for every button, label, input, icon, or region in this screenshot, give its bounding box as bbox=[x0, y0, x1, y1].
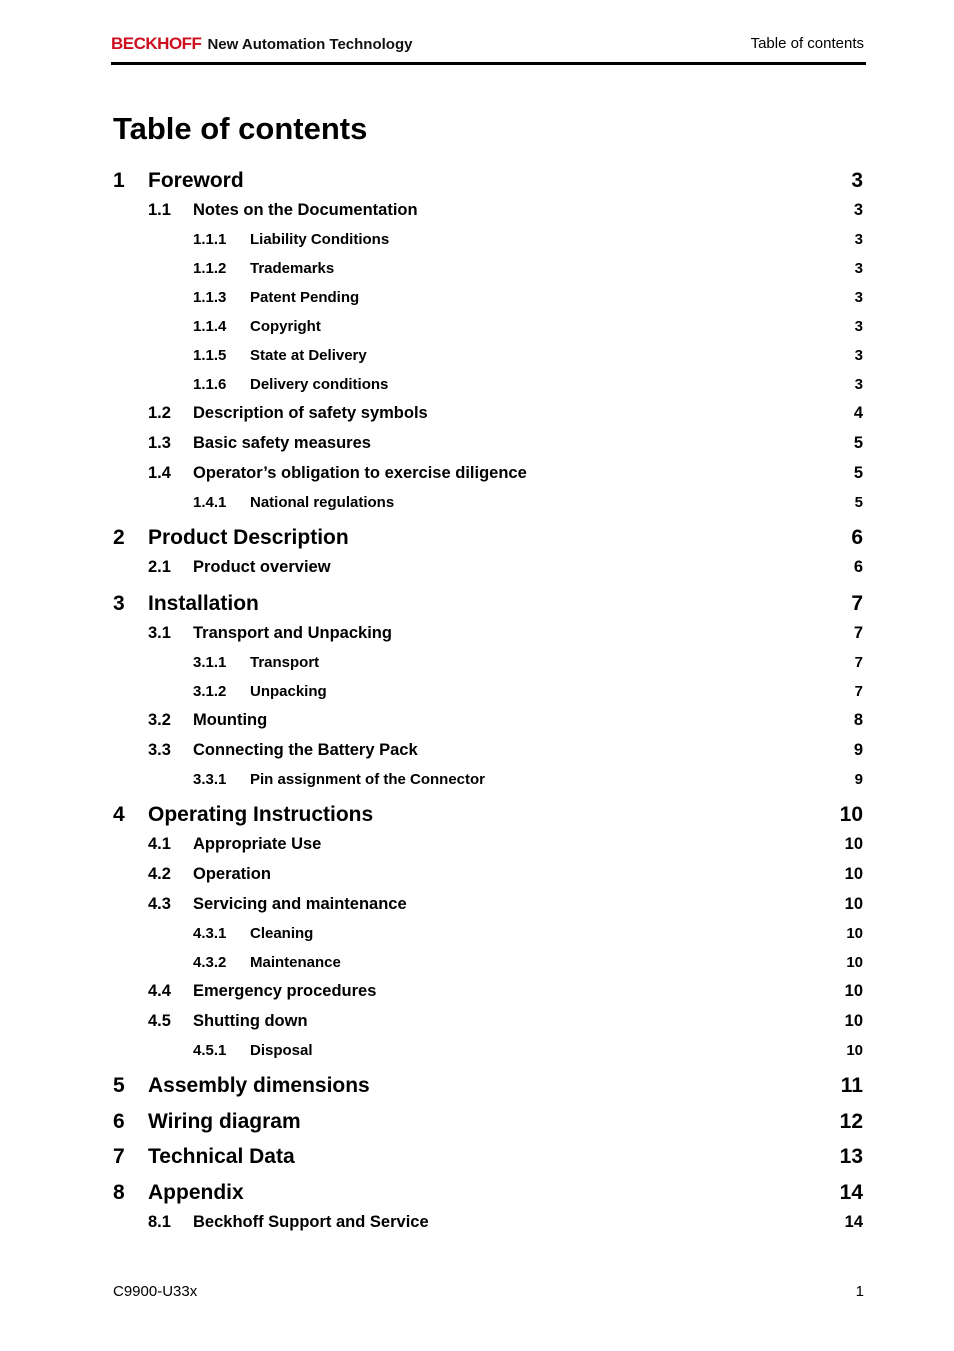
toc-entry-level-2[interactable] bbox=[113, 404, 863, 426]
toc-entry-title: Appendix bbox=[148, 1180, 244, 1204]
toc-entry-title: Copyright bbox=[250, 317, 321, 335]
toc-entry-number: 1.1.1 bbox=[193, 230, 227, 248]
toc-entry-page: 8 bbox=[853, 711, 863, 729]
page-header bbox=[111, 30, 866, 64]
toc-entry-number: 1.1.3 bbox=[193, 288, 227, 306]
toc-entry-number: 4.5.1 bbox=[193, 1041, 227, 1059]
toc-entry-level-2[interactable] bbox=[113, 464, 863, 486]
toc-entry-title: Trademarks bbox=[250, 259, 335, 277]
toc-entry-number: 2 bbox=[113, 526, 125, 549]
toc-entry-title: Shutting down bbox=[193, 1012, 308, 1030]
toc-entry-level-2[interactable] bbox=[113, 434, 863, 456]
toc-entry-number: 2.1 bbox=[148, 558, 171, 576]
toc-entry-number: 5 bbox=[113, 1074, 125, 1097]
toc-entry-number: 4.1 bbox=[148, 835, 171, 853]
toc-entry-page: 9 bbox=[853, 741, 863, 759]
toc-entry-level-1[interactable] bbox=[113, 1181, 863, 1207]
toc-entry-level-1[interactable] bbox=[113, 169, 863, 195]
footer-page-number: 1 bbox=[855, 1283, 864, 1300]
toc-entry-number: 1.4.1 bbox=[193, 493, 227, 511]
toc-entry-page: 7 bbox=[854, 682, 863, 700]
toc-entry-title: Operating Instructions bbox=[148, 803, 374, 826]
toc-entry-level-3[interactable] bbox=[113, 925, 863, 945]
toc-entry-number: 4.2 bbox=[148, 865, 171, 883]
toc-entry-title: Servicing and maintenance bbox=[193, 895, 407, 913]
header-divider bbox=[111, 62, 866, 65]
toc-entry-title: Beckhoff Support and Service bbox=[193, 1212, 429, 1231]
toc-entry-number: 1.2 bbox=[148, 404, 171, 422]
toc-entry-title: Connecting the Battery Pack bbox=[193, 741, 418, 759]
toc-entry-title: Basic safety measures bbox=[193, 434, 371, 452]
brand-logo bbox=[111, 34, 412, 54]
toc-entry-number: 7 bbox=[113, 1145, 125, 1168]
toc-entry-level-3[interactable] bbox=[113, 654, 863, 674]
toc-entry-level-2[interactable] bbox=[113, 711, 863, 733]
toc-entry-page: 10 bbox=[844, 895, 863, 913]
toc-entry-level-3[interactable] bbox=[113, 376, 863, 396]
toc-entry-level-1[interactable] bbox=[113, 1145, 863, 1171]
toc-entry-level-3[interactable] bbox=[113, 954, 863, 974]
toc-entry-page: 3 bbox=[854, 230, 863, 248]
toc-entry-title: Description of safety symbols bbox=[193, 404, 428, 422]
toc-entry-page: 3 bbox=[854, 288, 863, 306]
toc-entry-number: 4 bbox=[113, 803, 125, 826]
toc-entry-title: Mounting bbox=[193, 711, 268, 729]
toc-entry-level-2[interactable] bbox=[113, 865, 863, 887]
toc-entry-title: Operator’s obligation to exercise diligence bbox=[193, 464, 527, 482]
brand-tagline: New Automation Technology bbox=[207, 36, 413, 53]
toc-entry-level-2[interactable] bbox=[113, 741, 863, 763]
toc-entry-page: 7 bbox=[853, 624, 863, 642]
toc-entry-level-2[interactable] bbox=[113, 201, 863, 223]
toc-entry-level-3[interactable] bbox=[113, 771, 863, 791]
toc-entry-title: Delivery conditions bbox=[250, 375, 389, 393]
toc-entry-page: 5 bbox=[853, 464, 863, 482]
toc-entry-number: 4.4 bbox=[148, 982, 171, 1000]
toc-entry-level-1[interactable] bbox=[113, 803, 863, 829]
toc-entry-title: Transport bbox=[250, 653, 320, 671]
header-section-title: Table of contents bbox=[750, 35, 864, 52]
toc-entry-page: 14 bbox=[839, 1180, 863, 1204]
toc-entry-number: 1.1.5 bbox=[193, 346, 227, 364]
toc-entry-number: 3.1.1 bbox=[193, 653, 227, 671]
toc-entry-number: 8 bbox=[113, 1180, 125, 1204]
toc-entry-number: 3.2 bbox=[148, 711, 171, 729]
toc-entry-page: 10 bbox=[844, 865, 863, 883]
toc-entry-page: 3 bbox=[853, 201, 863, 219]
toc-entry-level-2[interactable] bbox=[113, 558, 863, 580]
toc-entry-number: 1.4 bbox=[148, 464, 171, 482]
toc-entry-page: 10 bbox=[846, 953, 863, 971]
toc-entry-title: Appropriate Use bbox=[193, 835, 322, 853]
toc-entry-level-1[interactable] bbox=[113, 592, 863, 618]
toc-entry-page: 3 bbox=[854, 346, 863, 364]
toc-entry-title: Technical Data bbox=[148, 1145, 295, 1168]
toc-entry-number: 1 bbox=[113, 169, 125, 192]
toc-entry-page: 10 bbox=[839, 803, 863, 826]
toc-entry-title: Installation bbox=[148, 592, 259, 615]
toc-entry-title: Operation bbox=[193, 865, 271, 883]
toc-entry-level-3[interactable] bbox=[113, 494, 863, 514]
toc-entry-level-3[interactable] bbox=[113, 260, 863, 280]
toc-entry-title: Unpacking bbox=[250, 682, 327, 700]
toc-entry-page: 10 bbox=[846, 1041, 863, 1059]
toc-entry-page: 6 bbox=[851, 526, 863, 549]
toc-entry-page: 10 bbox=[844, 1012, 863, 1030]
toc-entry-number: 4.5 bbox=[148, 1012, 171, 1030]
toc-entry-number: 6 bbox=[113, 1109, 125, 1133]
toc-entry-level-2[interactable] bbox=[113, 1012, 863, 1034]
toc-entry-page: 7 bbox=[854, 653, 863, 671]
toc-entry-number: 3.3.1 bbox=[193, 770, 227, 788]
brand-name: BECKHOFF bbox=[111, 34, 202, 53]
toc-entry-number: 3 bbox=[113, 592, 125, 615]
footer-doc-id: C9900-U33x bbox=[113, 1283, 198, 1300]
toc-entry-page: 10 bbox=[844, 982, 863, 1000]
toc-entry-level-2[interactable] bbox=[113, 1213, 863, 1235]
toc-entry-title: Disposal bbox=[250, 1041, 313, 1059]
toc-entry-number: 1.1 bbox=[148, 201, 171, 219]
toc-entry-title: Pin assignment of the Connector bbox=[250, 770, 486, 788]
toc-entry-number: 1.1.6 bbox=[193, 375, 227, 393]
toc-entry-page: 3 bbox=[854, 317, 863, 335]
toc-entry-title: Emergency procedures bbox=[193, 982, 377, 1000]
toc-entry-number: 3.1 bbox=[148, 624, 171, 642]
toc-entry-number: 4.3 bbox=[148, 895, 171, 913]
toc-entry-page: 3 bbox=[851, 169, 863, 192]
toc-entry-level-3[interactable] bbox=[113, 231, 863, 251]
toc-entry-page: 6 bbox=[853, 558, 863, 576]
toc-entry-title: Transport and Unpacking bbox=[193, 624, 392, 642]
toc-entry-page: 5 bbox=[854, 493, 863, 511]
toc-entry-level-2[interactable] bbox=[113, 835, 863, 857]
toc-entry-number: 3.3 bbox=[148, 741, 171, 759]
toc-entry-title: Wiring diagram bbox=[148, 1109, 301, 1133]
toc-entry-title: Product Description bbox=[148, 526, 349, 549]
toc-entry-level-2[interactable] bbox=[113, 895, 863, 917]
toc-entry-number: 3.1.2 bbox=[193, 682, 227, 700]
toc-entry-page: 7 bbox=[851, 592, 863, 615]
toc-entry-page: 4 bbox=[853, 404, 863, 422]
toc-entry-title: State at Delivery bbox=[250, 346, 367, 364]
toc-entry-page: 10 bbox=[846, 924, 863, 942]
toc-entry-level-1[interactable] bbox=[113, 1074, 863, 1100]
page-title: Table of contents bbox=[113, 111, 368, 146]
toc-entry-number: 8.1 bbox=[148, 1212, 171, 1231]
toc-entry-page: 13 bbox=[839, 1145, 863, 1168]
toc-entry-level-1[interactable] bbox=[113, 526, 863, 552]
toc-entry-number: 4.3.1 bbox=[193, 924, 227, 942]
toc-entry-title: Cleaning bbox=[250, 924, 314, 942]
toc-entry-title: Product overview bbox=[193, 558, 331, 576]
toc-entry-level-3[interactable] bbox=[113, 683, 863, 703]
toc-entry-page: 14 bbox=[844, 1212, 863, 1231]
toc-entry-page: 3 bbox=[854, 375, 863, 393]
toc-entry-page: 12 bbox=[839, 1109, 863, 1133]
toc-entry-title: Patent Pending bbox=[250, 288, 360, 306]
toc-entry-title: Liability Conditions bbox=[250, 230, 390, 248]
toc-entry-page: 3 bbox=[854, 259, 863, 277]
toc-entry-level-2[interactable] bbox=[113, 982, 863, 1004]
toc-entry-level-1[interactable] bbox=[113, 1110, 863, 1136]
toc-entry-title: National regulations bbox=[250, 493, 395, 511]
toc-entry-number: 1.1.2 bbox=[193, 259, 227, 277]
toc-entry-page: 5 bbox=[853, 434, 863, 452]
toc-entry-page: 11 bbox=[840, 1074, 863, 1097]
toc-entry-number: 1.1.4 bbox=[193, 317, 227, 335]
toc-entry-number: 1.3 bbox=[148, 434, 171, 452]
toc-entry-level-2[interactable] bbox=[113, 624, 863, 646]
toc-entry-title: Foreword bbox=[148, 169, 244, 192]
toc-entry-title: Notes on the Documentation bbox=[193, 201, 418, 219]
toc-entry-level-3[interactable] bbox=[113, 318, 863, 338]
toc-entry-title: Assembly dimensions bbox=[148, 1074, 370, 1097]
toc-entry-level-3[interactable] bbox=[113, 1042, 863, 1062]
toc-entry-level-3[interactable] bbox=[113, 289, 863, 309]
toc-entry-number: 4.3.2 bbox=[193, 953, 227, 971]
toc-entry-page: 9 bbox=[854, 770, 863, 788]
toc-entry-title: Maintenance bbox=[250, 953, 341, 971]
toc-entry-level-3[interactable] bbox=[113, 347, 863, 367]
toc-entry-page: 10 bbox=[844, 835, 863, 853]
